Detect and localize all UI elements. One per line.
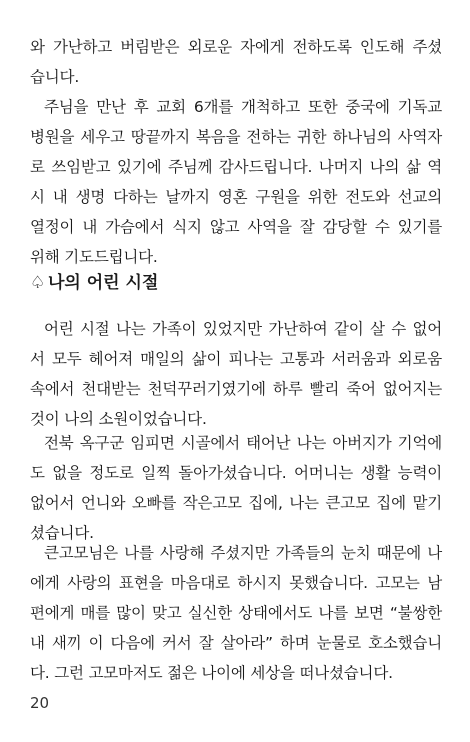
text-line: 것이 나의 소원이었습니다. — [30, 410, 207, 428]
text-line: 다. 그런 고모마저도 젊은 나이에 세상을 떠나셨습니다. — [30, 664, 393, 682]
text-line: 내 새끼 이 다음에 커서 잘 살아라” 하며 눈물로 호소했습니 — [30, 634, 442, 652]
text-line: 열정이 내 가슴에서 식지 않고 사역을 잘 감당할 수 있기를 — [30, 218, 442, 236]
paragraph-4 — [30, 428, 442, 548]
paragraph-2 — [30, 92, 442, 272]
spade-bullet-icon: ♤ — [30, 273, 46, 293]
text-line: 없어서 언니와 오빠를 작은고모 집에, 나는 큰고모 집에 맡기 — [30, 494, 442, 512]
paragraph-3 — [30, 314, 442, 434]
text-line: 속에서 천대받는 천덕꾸러기였기에 하루 빨리 죽어 없어지는 — [30, 380, 442, 398]
text-line: 셨습니다. — [30, 524, 94, 542]
text-line: 병원을 세우고 땅끝까지 복음을 전하는 귀한 하나님의 사역자 — [30, 128, 442, 146]
paragraph-1 — [30, 32, 442, 92]
paragraph-5 — [30, 538, 442, 688]
text-line: 습니다. — [30, 68, 80, 86]
section-heading — [30, 268, 158, 298]
text-line: 에게 사랑의 표현을 마음대로 하시지 못했습니다. 고모는 남 — [30, 574, 442, 592]
text-line: 주님을 만난 후 교회 6개를 개척하고 또한 중국에 기독교 — [44, 98, 442, 116]
section-title: 나의 어린 시절 — [48, 273, 159, 293]
text-line: 시 내 생명 다하는 날까지 영혼 구원을 위한 전도와 선교의 — [30, 188, 442, 206]
text-line: 전북 옥구군 임피면 시골에서 태어난 나는 아버지가 기억에 — [44, 434, 442, 452]
text-line: 큰고모님은 나를 사랑해 주셨지만 가족들의 눈치 때문에 나 — [44, 544, 442, 562]
text-line: 도 없을 정도로 일찍 돌아가셨습니다. 어머니는 생활 능력이 — [30, 464, 442, 482]
page-number: 20 — [30, 694, 50, 712]
text-line: 와 가난하고 버림받은 외로운 자에게 전하도록 인도해 주셨 — [30, 38, 442, 56]
text-line: 서 모두 헤어져 매일의 삶이 피나는 고통과 서러움과 외로움 — [30, 350, 442, 368]
text-line: 편에게 매를 많이 맞고 실신한 상태에서도 나를 보면 “불쌍한 — [30, 604, 442, 622]
text-line: 로 쓰임받고 있기에 주님께 감사드립니다. 나머지 나의 삶 역 — [30, 158, 442, 176]
text-line: 어린 시절 나는 가족이 있었지만 가난하여 같이 살 수 없어 — [44, 320, 442, 338]
text-line: 위해 기도드립니다. — [30, 248, 158, 266]
